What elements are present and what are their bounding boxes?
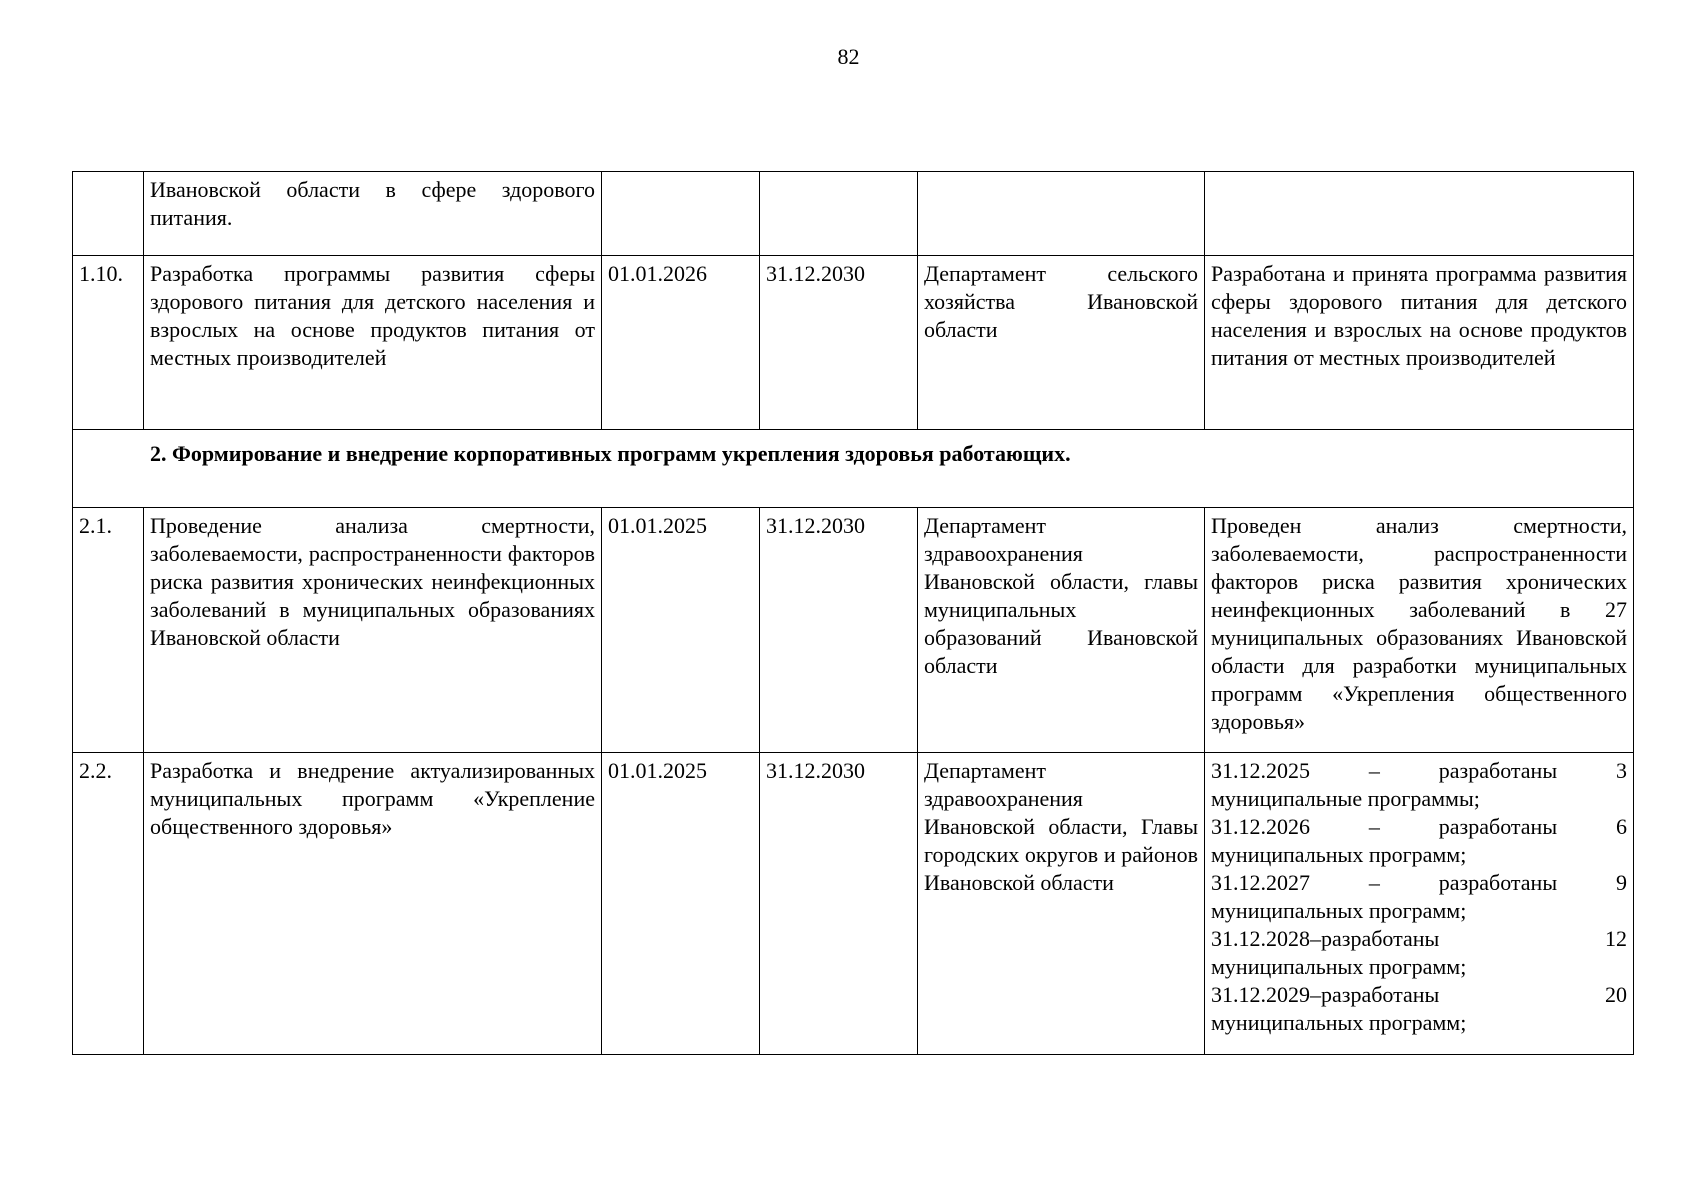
plan-table	[72, 171, 1634, 1055]
end-date-cell: 31.12.2030	[760, 256, 918, 430]
row-number: 2.1.	[73, 508, 144, 753]
activity-cell: Проведение анализа смертности, заболеваемости, распространенности факторов риска развития хронических неинфекционных заболеваний в муниципальных образованиях Ивановской области	[144, 508, 602, 753]
activity-cell: Ивановской области в сфере здорового питания.	[144, 172, 602, 256]
result-line: муниципальных программ;	[1211, 842, 1467, 867]
activity-cell: Разработка и внедрение актуализированных муниципальных программ «Укрепление общественного здоровья»	[144, 753, 602, 1055]
page-number: 82	[837, 44, 860, 69]
end-date-cell: 31.12.2030	[760, 508, 918, 753]
end-date-cell	[760, 172, 918, 256]
start-date-cell: 01.01.2026	[602, 256, 760, 430]
result-line: 31.12.2027 – разработаны 9	[1211, 870, 1627, 895]
start-date-cell	[602, 172, 760, 256]
result-cell: Проведен анализ смертности, заболеваемости, распространенности факторов риска развития хронических неинфекционных заболеваний в 27 муниципальных образованиях Ивановской области для разработки муниципальных программ «Укрепления общественного здоровья»	[1205, 508, 1634, 753]
result-line: муниципальных программ;	[1211, 1010, 1467, 1035]
start-date-cell: 01.01.2025	[602, 508, 760, 753]
table-row	[73, 508, 1634, 753]
row-number	[73, 172, 144, 256]
result-line: муниципальных программ;	[1211, 898, 1467, 923]
executor-cell: Департамент здравоохранения Ивановской области, главы муниципальных образований Ивановской области	[918, 508, 1205, 753]
row-number: 1.10.	[73, 256, 144, 430]
result-cell	[1205, 753, 1634, 1055]
result-line: муниципальные программы;	[1211, 786, 1480, 811]
table-row	[73, 172, 1634, 256]
section-title: 2. Формирование и внедрение корпоративных программ укрепления здоровья работающих.	[73, 430, 1634, 508]
table-row	[73, 256, 1634, 430]
row-number: 2.2.	[73, 753, 144, 1055]
result-line: 31.12.2029–разработаны 20	[1211, 982, 1627, 1007]
result-line: 31.12.2025 – разработаны 3	[1211, 758, 1627, 783]
executor-cell: Департамент сельского хозяйства Ивановской области	[918, 256, 1205, 430]
executor-cell: Департамент здравоохранения Ивановской области, Главы городских округов и районов Ивановской области	[918, 753, 1205, 1055]
end-date-cell: 31.12.2030	[760, 753, 918, 1055]
result-line: 31.12.2026 – разработаны 6	[1211, 814, 1627, 839]
executor-cell	[918, 172, 1205, 256]
result-line: 31.12.2028–разработаны 12	[1211, 926, 1627, 951]
start-date-cell: 01.01.2025	[602, 753, 760, 1055]
activity-cell: Разработка программы развития сферы здорового питания для детского населения и взрослых на основе продуктов питания от местных производителей	[144, 256, 602, 430]
section-row	[73, 430, 1634, 508]
result-cell	[1205, 172, 1634, 256]
table-row	[73, 753, 1634, 1055]
result-line: муниципальных программ;	[1211, 954, 1467, 979]
result-cell: Разработана и принята программа развития сферы здорового питания для детского населения и взрослых на основе продуктов питания от местных производителей	[1205, 256, 1634, 430]
